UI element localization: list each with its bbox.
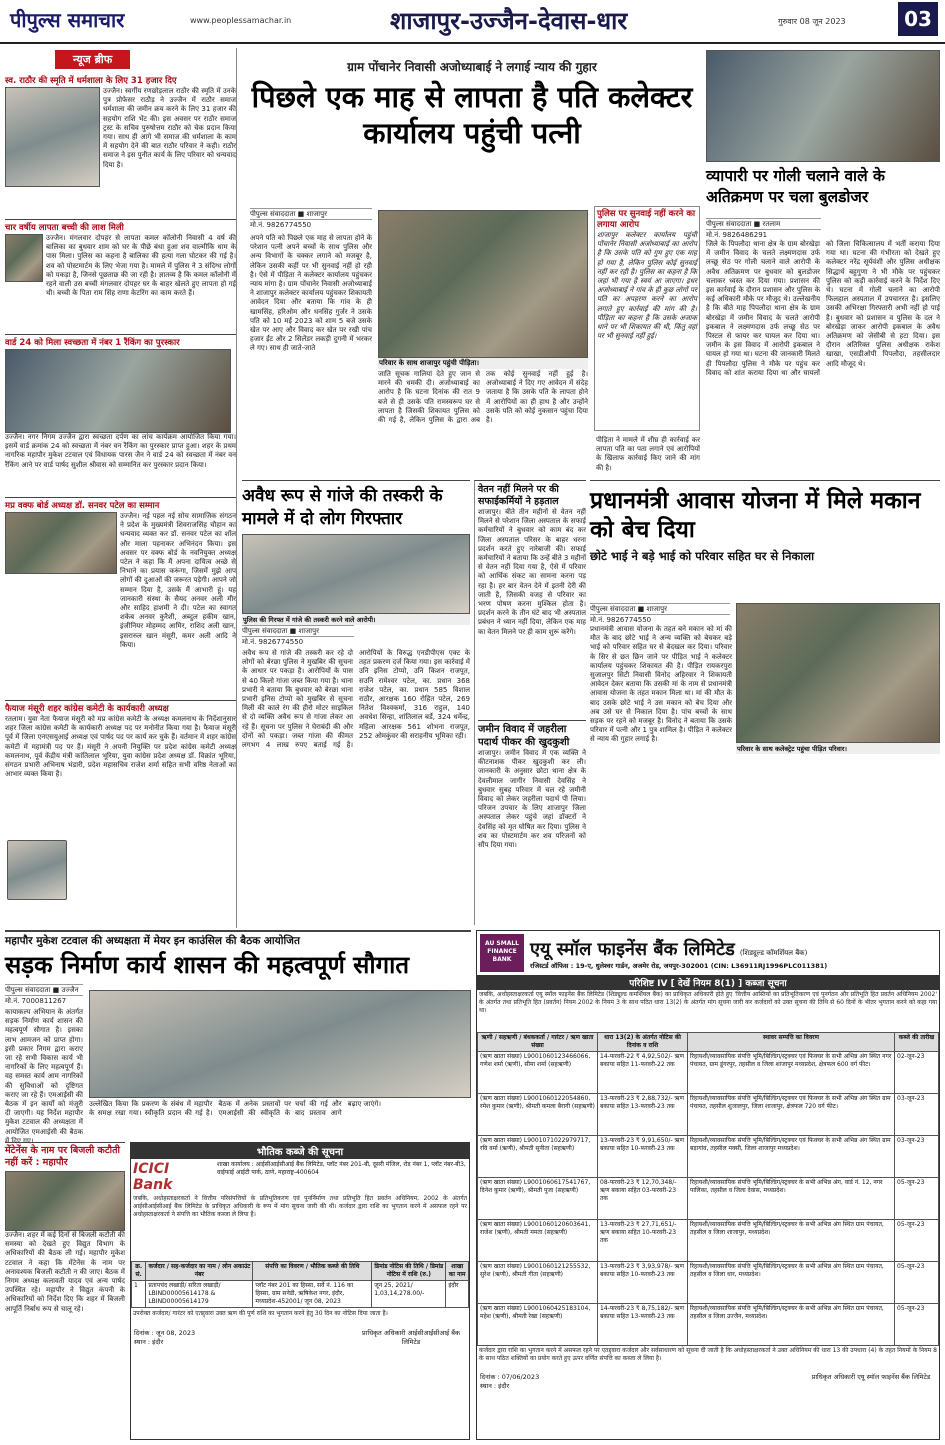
news-brief-label: न्यूज ब्रीफ [55, 50, 130, 69]
brief-body-3: उज्जैन। नगर निगम उज्जैन द्वारा स्वच्छता दर्पण का लांच कार्यक्रम आयोजित किया गया। इसमें वार्ड क्रमांक 24 को स्वच्छता में नंबर वन रैंकिंग का पुरस्कार प्राप्त हुआ। शहर के प्रथम नागरिक महापौर मुकेश टटवाल एवं विधायक पारस जैन ने वार्ड 24 को स्वच्छता में नंबर वन रैंकिंग आने पर वार्ड पार्षद सुशील श्रीवास को सम्मानित कर पुरस्कार प्रदान किया। [5, 433, 236, 469]
table-row [478, 1304, 939, 1346]
brief-photo-1 [5, 87, 100, 187]
brief-body-5: रतलाम। युवा नेता फैयाज मंसूरी को मप्र कांग्रेस कमेटी के अध्यक्ष कमलनाथ के निर्देशानुसार शहर जिला कांग्रेस कमेटी के कार्यकारी अध्यक्ष पद पर मनोनीत किया गया है। फैयाज मंसूरी पूर्व में जिला एनएसयूआई अध्यक्ष एवं पार्षद पद पर कार्य कर चुके हैं। वर्तमान में शहर कांग्रेस कमेटी में महामंत्री पद पर हैं। मंसूरी ने अपनी नियुक्ति पर प्रदेश कांग्रेस कमेटी अध्यक्ष कमलनाथ, पूर्व केंद्रीय मंत्री कांतिलाल भूरिया, युवा कांग्रेस प्रदेश अध्यक्ष डॉ. विक्रांत भूरिया, संगठन प्रभारी अभिनाष भंडारी, प्रदेश महासचिव राजेश शर्मा सहित सभी वरिष्ठ नेताओं का आभार व्यक्त किया है। [5, 715, 236, 779]
electricity-body: उज्जैन। शहर में कई दिनों से बिजली कटौती की समस्या को देखते हुए विद्युत विभाग के अधिकारियों की बैठक ली गई। महापौर मुकेश टटवाल ने कहा कि मेंटेनेंस के नाम पर अनावश्यक बिजली कटौती न की जाए। बैठक में निगम अध्यक्ष कलावती यादव एवं अन्य पार्षद उपस्थित रहे। महापौर ने विद्युत कंपनी के अधिकारियों को निर्देश दिए कि शहर में बिजली आपूर्ति निर्बाध रूप से चालू रहे। [5, 1231, 125, 1313]
icici-place: स्थान : इंदौर [134, 1338, 164, 1346]
salary-headline: वेतन नहीं मिलने पर की सफाईकर्मियों ने हड़ताल [478, 484, 559, 507]
electricity-head: मेंटेनेंस के नाम पर बिजली कटौती नहीं करें : महापौर [5, 1145, 120, 1168]
mic-caption: उल्लेखित किया कि प्रकरण के संबंध में महापौर के समक्ष रखा गया। स्वीकृति प्रदान की गई है। बैठक में अनेक प्रस्तावों पर चर्चा की गई और एमआईसी की स्वीकृति के बाद प्रस्ताव आगे बढ़ाए जाएंगे। [89, 1100, 381, 1118]
au-footer: कर्जदार द्वारा राशि का भुगतान करने में असफल रहने पर एतद्द्वारा कर्जदार और सर्वसाधारण को सूचना दी जाती है कि अधोहस्ताक्षरकर्ता ने उक्त अधिनियम की धारा 13 की उपधारा (4) के तहत नियमों के नियम 8 के साथ पठित शक्तियों का प्रयोग करते हुए ऊपर वर्णित संपत्ति का कब्जा ले लिया है। [479, 1347, 937, 1362]
brief-head-5: फैयाज मंसूरी शहर कांग्रेस कमेटी के कार्यकारी अध्यक्ष [5, 704, 169, 714]
au-sign: प्राधिकृत अधिकारी एयू स्मॉल फाइनेंस बैंक लिमिटेड [811, 1373, 931, 1381]
icici-th: शाखा का नाम [446, 1262, 469, 1281]
issue-date: गुरुवार 08 जून 2023 [778, 17, 846, 26]
lead-col3: पीड़िता ने मामले में शीघ्र ही कार्रवाई कर लापता पति का पता लगाने एवं आरोपियों के खिलाफ कार्रवाई किए जाने की मांग की है। [596, 436, 700, 472]
table-row [478, 1136, 939, 1178]
icici-notice-title: भौतिक कब्जे की सूचना [131, 1143, 469, 1159]
au-cell: (ऋण खाता संख्या) L9001060122054860, रमेश कुमार (ऋणी), श्रीमती कमला बैरागी (सहऋणी) [478, 1094, 598, 1136]
icici-cell: जून 25, 2021/ 1,03,14,278.00/- [372, 1281, 446, 1308]
section-title: शाजापुर-उज्जैन-देवास-धार [390, 7, 628, 35]
salary-story [474, 480, 586, 925]
au-cell: रिहायशी/व्यावसायिक संपत्ति भूमि/बिल्डिंग/स्ट्रक्चर के सभी अभिन्न अंग स्थित ग्राम पंचायत, तहसील व जिला धार, मध्यप्रदेश। [688, 1262, 895, 1304]
icici-th: संपत्ति का विवरण / भौतिक कब्जे की तिथि [253, 1262, 372, 1281]
brief-photo-3 [5, 349, 231, 433]
icici-branch: शाखा कार्यालय : आईसीआईसीआई बैंक लिमिटेड, प्लॉट नंबर 201-बी, दूसरी मंजिल, रोड नंबर 1, प्लॉट नंबर-बी3, वाईफाई आईटी पार्क, ठाणे, महाराष्ट्र-400604 [217, 1161, 466, 1176]
table-row [478, 1052, 939, 1094]
pmay-byline: पीपुल्स संवाददाता ■ शाजापुर [590, 603, 730, 614]
brief-body-2: उज्जैन। मंगलवार दोपहर से लापता कमल कॉलोनी निवासी 4 वर्ष की बालिका का बुधवार शाम को घर के पीछे बंधा हुआ शव वाल्मीकि धाम के पास मिला। पुलिस का कहना है बालिका की हत्या गला घोटकर की गई है। शव को पोस्टमार्टम के लिए भेजा गया है। मामले में पुलिस ने 3 संदिग्ध लोगों को पकड़ा है, जिनसे पूछताछ की जा रही है। ज्ञातव्य है कि कमल कॉलोनी में रहने वाली उस बच्ची मंगलवार दोपहर घर के बाहर खेलते हुए लापता हो गई थी। बच्ची के पिता राम सिंह राणा केटरिंग का काम करते हैं। [46, 234, 236, 298]
electricity-photo [5, 1171, 125, 1231]
brief-head-2: चार वर्षीय लापता बच्ची की लाश मिली [5, 223, 124, 233]
au-cell: 13-फरवरी-23 ₹ 2,88,732/- ऋण बकाया सहित 13-फरवरी-23 तक [598, 1094, 688, 1136]
au-cell: (ऋण खाता संख्या) L9001060120603641, राजेश (ऋणी), श्रीमती ममता (सहऋणी) [478, 1220, 598, 1262]
brief-body-1: उज्जैन। स्वर्गीय रणछोड़लाल राठौर की स्मृति में उनके पुत्र प्रोफेसर राठौड़ ने उज्जैन में राठौर समाज धर्मशाला की जमीन क्रय करने के लिए 31 हजार की सहयोग राशि भेंट की। इस अवसर पर राठौर समाज ट्रस्ट के सचिव पुरुषोत्तम राठौर को चेक प्रदान किया गया। साथ ही आगे भी समाज की धर्मशाला के काम में सहयोग देने की बात राठौर परिवार ने कही। राठौर समाज ने इस पुनीत कार्य के लिए परिवार को धन्यवाद दिया है। [103, 87, 236, 169]
bulldozer-mobile: मो.नं. 9826486291 [706, 229, 821, 240]
au-cell: (ऋण खाता संख्या) L9001060425183104, महेश (ऋणी), श्रीमती रेखा (सहऋणी) [478, 1304, 598, 1346]
au-cell: 13-फरवरी-23 ₹ 9,91,650/- ऋण बकाया सहित 10-फरवरी-23 तक [598, 1136, 688, 1178]
mic-kicker: महापौर मुकेश टटवाल की अध्यक्षता में मेयर इन काउंसिल की बैठक आयोजित [5, 935, 300, 947]
suicide-body: शाजापुर। जमीन विवाद में एक व्यक्ति ने कीटनाशक पीकर खुदकुशी कर ली। जानकारी के अनुसार छोटा थाना क्षेत्र के देवलीमाल जागीर निवासी देवसिंह ने बुधवार सुबह परिवार में चल रहे जमीनी विवाद को लेकर जहरीला पदार्थ पी लिया। परिजन उपचार के लिए शाजापुर जिला अस्पताल लेकर पहुंचे जहां डॉक्टरों ने देवसिंह को मृत घोषित कर दिया। पुलिस ने शव का पोस्टमार्टम कर शव परिजनों को सौंप दिया गया। [478, 749, 586, 850]
table-row [478, 1094, 939, 1136]
lead-caption: परिवार के साथ शाजापुर पहुंची पीड़िता। [378, 358, 588, 369]
brief-body-4: उज्जैन। नई पहल नई सोच सामाजिक संगठन ने प्रदेश के मुख्यमंत्री शिवराजसिंह चौहान का धन्यवाद व्यक्त कर डॉ. सनवर पटेल का शॉल और माला पहनाकर अभिनंदन किया। इस अवसर पर वक्फ बोर्ड के नवनियुक्त अध्यक्ष पटेल ने कहा कि मैं अपना दायित्व अच्छे से निभाने का प्रयास करूंगा, जिसमें मुझे आप लोगों की दुआओं की जरूरत पड़ेगी। आपने जो सम्मान दिया है, उसके मैं आभारी हूं। यह जानकारी संस्था के सैयद अनवर अली मीर और साहिद हाशमी ने दी। पटेल का स्वागत शकेब अनवर कुरैशी, अब्दुल हकीम खान, इंजीनियर मोहम्मद आमिर, राशिद अली खान, इसरारुल खान मंसूरी, कमर अली आदि ने किया। [120, 512, 236, 649]
au-place: स्थान : इंदौर [480, 1382, 510, 1390]
brief-head-3: वार्ड 24 को मिला स्वच्छता में नंबर 1 रैंकिंग का पुरस्कार [5, 338, 180, 348]
mic-story [5, 930, 471, 1145]
lead-col1: अपने पति को पिछले एक माह से लापता होने के परेशान पत्नी अपने बच्चों के साथ पुलिस और अन्य विभागों के चक्कर लगाने को मजबूर है, लेकिन उसकी कहीं पर भी सुनवाई नहीं हो रही है। ऐसे में पीड़िता ने कलेक्टर कार्यालय पहुंचकर न्याय मांगा है। ग्राम पोंचानेर निवासी अजोध्याबाई ने शाजापुर कलेक्टर कार्यालय पहुंचकर शिकायती आवेदन दिया और बताया कि गांव के ही खामसिंह, हरिओम और धनसिंह गुर्जर ने उसके पति को 10 मई 2023 को शाम 5 बजे उसके खेत पर आए और विवाद कर खेत पर रखी पांच हजार ईंट और 2 सिलेंडर लकड़ी दुगनी में भरकर ले गए। साथ ही जाते-जाते [250, 234, 372, 353]
brief-photo-5 [7, 840, 67, 900]
bulldozer-photo [706, 50, 940, 162]
au-cell: 05-जून-23 [895, 1304, 939, 1346]
lead-mobile: मो.नं. 9826774550 [250, 219, 372, 230]
au-sub: (शिड्यूल्ड कॉमर्शियल बैंक) [739, 948, 808, 957]
icici-notice [130, 1142, 470, 1440]
salary-body: शाजापुर। बीते तीन महीनों से वेतन नहीं मिलने से परेशान जिला अस्पताल के सफाई कर्मचारियों ने बुधवार को काम बंद कर जिला अस्पताल परिसर के बाहर धरना प्रदर्शन करते हुए नारेबाजी की। सफाई कर्मचारियों ने बताया कि उन्हें बीते 3 महीनों से वेतन नहीं दिया गया है, ऐसे में परिवार को आर्थिक संकट का सामना करना पड़ रहा है। हर बार वेतन देने में इतनी देरी की जाती है, जिसकी वजह से परिवार का भरण पोषण करना मुश्किल होता है। प्रदर्शन करने के तीन घंटे बाद भी अस्पताल प्रबंधन ने ध्यान नहीं दिया, लेकिन एक माह का वेतन मिलने पर ही काम शुरू करेंगे। [478, 508, 587, 636]
lead-kicker: ग्राम पोंचानेर निवासी अजोध्याबाई ने लगाई न्याय की गुहार [347, 60, 597, 74]
au-cell: 03-जून-23 [895, 1136, 939, 1178]
icici-table [131, 1261, 469, 1308]
au-cell: रिहायशी/व्यावसायिक संपत्ति भूमि/बिल्डिंग/स्ट्रक्चर के सभी अभिन्न अंग स्थित ग्राम पंचायत, तहसील व जिला उज्जैन, मध्यप्रदेश। [688, 1304, 895, 1346]
table-row [132, 1281, 469, 1308]
icici-cell: प्लॉट नंबर 201 का हिस्सा, सर्वे नं. 116 का हिस्सा, ग्राम सनेडी, ऋषिकेश नगर, इंदौर, मध्यप्रदेश-452001/ जून 08, 2023 [253, 1281, 372, 1308]
ganja-body: अवैध रूप से गांजे की तस्करी कर रहे दो लोगों को बेरछा पुलिस ने मुखबिर की सूचना के आधार पर पकड़ा है। आरोपियों के पास से 40 किलो गांजा जब्त किया गया है। थाना प्रभारी ने बताया कि बुधवार को बेरछा थाना प्रभारी इनिस टोप्पो को मुखबिर से सूचना मिली की काले रंग की हीरो मोटर साइकिल से दो व्यक्ति अवैध रूप से गांजा लेकर आ रहे हैं। सूचना पर पुलिस ने घेराबंदी की और दोनों को पकड़ा। जब्त गांजा की कीमत लगभग 4 लाख रुपए बताई गई है। आरोपियों के विरुद्ध एनडीपीएस एक्ट के तहत प्रकरण दर्ज किया गया। इस कार्रवाई में उनि इनिस टोप्पो, उनि किशन राजपूत, सउनि रामेश्वर पटेल, का. प्रधान 368 राजेश पटेल, का. प्रधान 585 विशाल राठौर, आरक्षक 160 रोहित पटेल, 269 नितेश विश्वकर्मा, 316 राहुल, 140 अवधेश सिन्हा, शांतिलाल बर्डे, 324 धर्मेन्द्र, महिला आरक्षक 561 शोभना राजपूत, 252 ओमकुंवर की सराहनीय भूमिका रही। [242, 649, 470, 750]
bulldozer-body: जिले के पिपलौदा थाना क्षेत्र के ग्राम बोरखेड़ा में जमीन विवाद के चलते लक्ष्मणदास उर्फ लच्छू सेठ पर गोली चलाने वाले आरोपी के अवैध अतिक्रमण पर बुधवार को बुलडोजर चलाकर ध्वस्त कर दिया गया। प्रशासन की इस कार्रवाई के दौरान प्रशासन और पुलिस के कई अधिकारी मौके पर मौजूद थे। उल्लेखनीय है कि बीते माह पिपलौदा थाना क्षेत्र के ग्राम बोरखेड़ा में जमीन विवाद के चलते आरोपी इकबाल ने लक्ष्मणदास उर्फ लच्छू सेठ पर पिस्टल से फायर कर घायल कर दिया था। जमीन के इस विवाद में आरोपी इकबाल ने घायल हो गया था। घटना की जानकारी मिलते ही पिपलौदा पुलिस ने मौके पर पहुंच कर विवाद को शांत कराया दिया था और घायलों को जिला चिकित्सालय में भर्ती कराया दिया गया था। घटना की गंभीरता को देखते हुए कलेक्टर नरेंद्र सूर्यवंशी और पुलिस अधीक्षक सिद्धार्थ बहुगुणा ने भी मौके पर पहुंचकर पुलिस को कड़ी कार्रवाई करने के निर्देश दिए थे। घटना में गोली चलाने का आरोपी फिलहाल अस्पताल में उपचाररत है। इसलिए उसकी अभिरक्षा गिरफ्तारी अभी नहीं हो पाई है। बुधवार को प्रशासन व पुलिस के दल ने बोरखेड़ा जाकर आरोपी इकबाल के अवैध अतिक्रमण को जेसीबी से हटा दिया। इस दौरान अतिरिक्त पुलिस अधीक्षक राकेश खाखा, एसडीओपी पिपलौदा, तहसीलदार आदि मौजूद थे। [706, 240, 940, 377]
pmay-subhead: छोटे भाई ने बड़े भाई को परिवार सहित घर से निकाला [590, 549, 815, 563]
icici-cell: प्रतापचंद लखाड़ी/ सरिता लखाड़ी/ LBIND00005614178 & LBIND00005614179 [146, 1281, 253, 1308]
table-row [478, 1220, 939, 1262]
au-cell: 08-फरवरी-23 ₹ 12,70,348/- ऋण बकाया सहित 03-फरवरी-23 तक [598, 1178, 688, 1220]
icici-cell: इंदौर [446, 1281, 469, 1308]
au-cell: रिहायशी/व्यावसायिक संपत्ति भूमि/बिल्डिंग/स्ट्रक्चर एवं फिक्चर के सभी अभिन्न अंग स्थित ग्राम बड़ागांव, तहसील मक्सी, जिला शाजापुर मध्यप्रदेश। [688, 1136, 895, 1178]
icici-footer: उपरोक्त कर्जदार/ गारंटर को एतद्द्वारा उक्त ऋण की पूर्ण राशि का भुगतान करने हेतु 30 दिन का नोटिस दिया जाता है। [133, 1310, 388, 1317]
bulldozer-headline: व्यापारी पर गोली चलाने वाले के अतिक्रमण पर चला बुलडोजर [706, 167, 885, 206]
icici-date: दिनांक : जून 08, 2023 [134, 1329, 196, 1337]
au-intro: जबकि, अधोहस्ताक्षरकर्ता एयू स्मॉल फाइनेंस बैंक लिमिटेड (शिड्यूल्ड कमर्शियल बैंक) का प्राधिकृत अधिकारी होते हुए 'वित्तीय आस्तियों का प्रतिभूतिकरण एवं पुनर्गठन और प्रतिभूति हित प्रवर्तन अधिनियम 2002' के अंतर्गत तथा प्रतिभूति हित (प्रवर्तन) नियम 2002 के नियम 3 के साथ पठित धारा 13(2) के अंतर्गत मांग सूचना जारी कर कर्जदारों को उक्त सूचना की तिथि से 60 दिनों के भीतर भुगतान करने को कहा गया था। [479, 991, 937, 1014]
brief-head-4: मप्र वक्फ बोर्ड अध्यक्ष डॉ. सनवर पटेल का सम्मान [5, 501, 160, 511]
au-cell: 02-जून-23 [895, 1052, 939, 1094]
ganja-caption: पुलिस की गिरफ्त में गांजे की तस्करी करने वाले आरोपी। [242, 614, 470, 625]
masthead [0, 0, 945, 44]
icici-sign: प्राधिकृत अधिकारी आईसीआईसीआई बैंक लिमिटेड [362, 1329, 460, 1346]
au-cell: 14-फरवरी-23 ₹ 8,75,182/- ऋण बकाया सहित 13-फरवरी-23 तक [598, 1304, 688, 1346]
lead-box-head: पुलिस पर सुनवाई नहीं करने का लगाया आरोप [597, 209, 696, 230]
ganja-headline: अवैध रूप से गांजे की तस्करी के मामले में दो लोग गिरफ्तार [242, 486, 443, 529]
mic-byline: पीपुल्स संवाददाता ■ उज्जैन [5, 984, 83, 995]
pmay-caption: परिवार के साथ कलेक्ट्रेट पहुंचा पीड़ित परिवार। [736, 743, 940, 754]
au-cell: 03-जून-23 [895, 1094, 939, 1136]
paper-url[interactable]: www.peoplessamachar.in [190, 16, 292, 25]
lead-story [242, 48, 702, 478]
au-th: धारा 13(2) के अंतर्गत नोटिस की दिनांक व राशि [598, 1033, 688, 1052]
lead-headline: पिछले एक माह से लापता है पति कलेक्टर कार्यालय पहुंची पत्नी [251, 80, 693, 150]
au-date: दिनांक : 07/06/2023 [480, 1373, 540, 1381]
au-logo: AU SMALL FINANCE BANK [480, 934, 524, 972]
au-reg: रजिस्टर्ड ऑफिस : 19-ए, धुलेश्वर गार्डन, अजमेर रोड, जयपुर-302001 (CIN: L36911RJ1996PLC011381) [530, 961, 828, 970]
brief-head-1: स्व. राठौर की स्मृति में धर्मशाला के लिए 31 हजार दिए [5, 76, 177, 86]
table-row [478, 1262, 939, 1304]
au-cell: रिहायशी/व्यावसायिक संपत्ति भूमि/बिल्डिंग/स्ट्रक्चर एवं फिक्चर के सभी अभिन्न अंग स्थित नगर पंचायत, ग्राम डूंगरपुर, तहसील व जिला शाजापुर मध्यप्रदेश, क्षेत्रफल 600 वर्ग फीट। [688, 1052, 895, 1094]
icici-th: डिमांड नोटिस की तिथि / डिमांड नोटिस में राशि (रु.) [372, 1262, 446, 1281]
mic-headline: सड़क निर्माण कार्य शासन की महत्वपूर्ण सौगात [5, 951, 410, 979]
icici-th: कर्जदार / सह-कर्जदार का नाम / लोन अकाउंट नंबर [146, 1262, 253, 1281]
ganja-byline: पीपुल्स संवाददाता ■ शाजापुर [242, 625, 354, 636]
brief-photo-4 [5, 512, 117, 574]
lead-box [594, 206, 700, 431]
news-brief-column [5, 48, 237, 928]
au-cell: (ऋण खाता संख्या) L9001060123466066, गणेश शर्मा (ऋणी), सीमा शर्मा (सहऋणी) [478, 1052, 598, 1094]
icici-logo: ICICI Bank [133, 1161, 173, 1193]
mic-mobile: मो.नं. 7000811267 [5, 995, 83, 1006]
electricity-story [5, 1142, 125, 1442]
pmay-photo [736, 603, 940, 743]
au-notice-title: परिशिष्ट IV [ देखें नियम 8(1) ] कब्जा सूचना [477, 975, 939, 990]
ganja-photo [242, 534, 470, 614]
pmay-body-a: प्रधानमंत्री आवास योजना के तहत बने मकान को मां की मौत के बाद छोटे भाई ने अन्य व्यक्ति को बेचकर बड़े भाई को परिवार सहित घर से बेदखल कर दिया। परिवार के सिर से छत छिन जाने पर पीड़ित भाई ने कलेक्टर कार्यालय पहुंचकर शिकायत की है। पीड़ित रायकरपुरा सुजालपुर सिटी निवासी विनोद अहिरवार ने शिकायती आवेदन देकर बताया कि उसकी मां के नाम से प्रधानमंत्री आवास योजना के तहत मकान मिला था। मां की मौत के बाद उसके छोटे भाई ने उस मकान को बेच दिया और अब उसे घर से निकाल दिया है। पांच बच्चों के साथ सड़क पर रहने को मजबूर है। विनोद ने बताया कि उसके परिवार में पत्नी और 1 पुत्र शामिल है। पीड़ित ने कलेक्टर से न्याय की गुहार लगाई है। [590, 625, 732, 744]
au-cell: (ऋण खाता संख्या) L9001071022979717, रवि वर्मा (ऋणी), श्रीमती सुनीता (सहऋणी) [478, 1136, 598, 1178]
mic-body: कायाकल्प अभियान के अंतर्गत सड़क निर्माण कार्य शासन की महत्वपूर्ण सौगात है। इसका लाभ आमजन को प्राप्त होगा। इसी प्रकार निगम द्वारा कराए जा रहे सभी विकास कार्य भी नागरिकों के लिए महत्वपूर्ण हैं। वह समस्त कार्य आम नागरिकों की सुविधाओं को दृष्टिगत कराए जा रहे हैं। एमआईसी की बैठक में इन कार्यों को मंजूरी दी जाएगी। यह निर्देश महापौर मुकेश टटवाल की अध्यक्षता में आयोजित एमआईसी की बैठक में दिए गए। [5, 1008, 83, 1145]
icici-cell: 1 [132, 1281, 146, 1308]
lead-photo [378, 210, 588, 358]
au-cell: 05-जून-23 [895, 1220, 939, 1262]
lead-box-body: शाजापुर कलेक्टर कार्यालय पहुंची पोंचानेर निवासी अजोध्याबाई का आरोप है कि उसके पति को गुम हुए एक माह हो गया है, लेकिन पुलिस कोई सुनवाई नहीं कर रही है। पुलिस का कहना है कि जहां भी गया है स्वयं आ जाएगा। इधर अजोध्याबाई ने गांव के ही कुछ लोगों पर पति का अपहरण करने का आरोप लगाते हुए कार्रवाई की मांग की है। पीड़िता का कहना है कि उसके अजाक थाने पर भी शिकायत की थी, किंतु वहां पर भी सुनवाई नहीं हुई। [597, 231, 697, 341]
au-title: एयू स्मॉल फाइनेंस बैंक लिमिटेड [530, 938, 735, 960]
au-th: ऋणी / सहऋणी / बंधककर्ता / गारंटर / ऋण खाता संख्या [478, 1033, 598, 1052]
pmay-story [590, 480, 940, 925]
table-row [478, 1178, 939, 1220]
au-cell: 14-फरवरी-22 ₹ 4,92,502/- ऋण बकाया सहित 11-फरवरी-22 तक [598, 1052, 688, 1094]
au-cell: रिहायशी/व्यावसायिक संपत्ति भूमि/बिल्डिंग/स्ट्रक्चर के सभी अभिन्न अंग, वार्ड नं. 12, नगर पालिका, तहसील व जिला देवास, मध्यप्रदेश। [688, 1178, 895, 1220]
au-table [477, 1032, 939, 1346]
au-cell: 05-जून-23 [895, 1178, 939, 1220]
au-th: कब्जे की तारीख [895, 1033, 939, 1052]
au-cell: रिहायशी/व्यावसायिक संपत्ति भूमि/बिल्डिंग/स्ट्रक्चर एवं फिक्चर के सभी अभिन्न अंग स्थित ग्राम पंचायत, तहसील शुजालपुर, जिला शाजापुर, क्षेत्रफल 720 वर्ग फीट। [688, 1094, 895, 1136]
ganja-mobile: मो.नं. 9826774550 [242, 636, 354, 647]
icici-intro: जबकि, अधोहस्ताक्षरकर्ता ने वित्तीय परिसंपत्तियों के प्रतिभूतिकरण एवं पुनर्निर्माण तथा प्रतिभूति हित प्रवर्तन अधिनियम, 2002 के अंतर्गत आईसीआईसीआई बैंक लिमिटेड के प्राधिकृत अधिकारी के रूप में मांग सूचना जारी की थी। कर्जदार द्वारा राशि का भुगतान करने में असफल रहने पर अधोहस्ताक्षरकर्ता ने संपत्ति का भौतिक कब्जा ले लिया है। [133, 1195, 467, 1218]
mic-photo [89, 990, 471, 1098]
icici-th: क्र. सं. [132, 1262, 146, 1281]
ganja-story [242, 480, 470, 925]
lead-byline: पीपुल्स संवाददाता ■ शाजापुर [250, 208, 372, 219]
pmay-mobile: मो.नं. 9826774550 [590, 614, 730, 625]
page-number: 03 [898, 2, 938, 36]
paper-logo: पीपुल्स समाचार [10, 8, 125, 32]
brief-photo-2 [5, 234, 43, 282]
au-cell: रिहायशी/व्यावसायिक संपत्ति भूमि/बिल्डिंग/स्ट्रक्चर के सभी अभिन्न अंग स्थित ग्राम पंचायत, तहसील व जिला शाजापुर, मध्यप्रदेश। [688, 1220, 895, 1262]
au-cell: (ऋण खाता संख्या) L9001060121255532, सुरेश (ऋणी), श्रीमती गीता (सहऋणी) [478, 1262, 598, 1304]
pmay-headline: प्रधानमंत्री आवास योजना में मिले मकान को बेच दिया [590, 488, 921, 543]
au-cell: (ऋण खाता संख्या) L9001060617541767, दिनेश कुमार (ऋणी), श्रीमती पूजा (सहऋणी) [478, 1178, 598, 1220]
au-notice [476, 930, 940, 1440]
au-cell: 13-फरवरी-23 ₹ 27,71,651/- ऋण बकाया सहित 10-फरवरी-23 तक [598, 1220, 688, 1262]
au-cell: 13-फरवरी-23 ₹ 3,93,978/- ऋण बकाया सहित 10-फरवरी-23 तक [598, 1262, 688, 1304]
bulldozer-byline: पीपुल्स संवाददाता ■ रतलाम [706, 218, 821, 229]
lead-col2: जाति सूचक गालियां देते हुए जान से मारने की धमकी दी। अजोध्याबाई का आरोप है कि घटना दिनांक की रात 9 बजे से ही उसके पति रामस्वरूप घर से लापता है जिसकी शिकायत पुलिस को की गई है, लेकिन पुलिस के द्वारा अब तक कोई सुनवाई नहीं हुई है। अजोध्याबाई ने दिए गए आवेदन में संदेह जताया है कि उसके पति के लापता होने में आरोपियों का ही हाथ है और उन्होंने उसके पति को कोई नुकसान पहुंचा दिया है। [378, 370, 588, 425]
suicide-headline: जमीन विवाद में जहरीला पदार्थ पीकर की खुदकुशी [478, 724, 570, 748]
au-th: स्थावर सम्पत्ति का विवरण [688, 1033, 895, 1052]
au-cell: 05-जून-23 [895, 1262, 939, 1304]
